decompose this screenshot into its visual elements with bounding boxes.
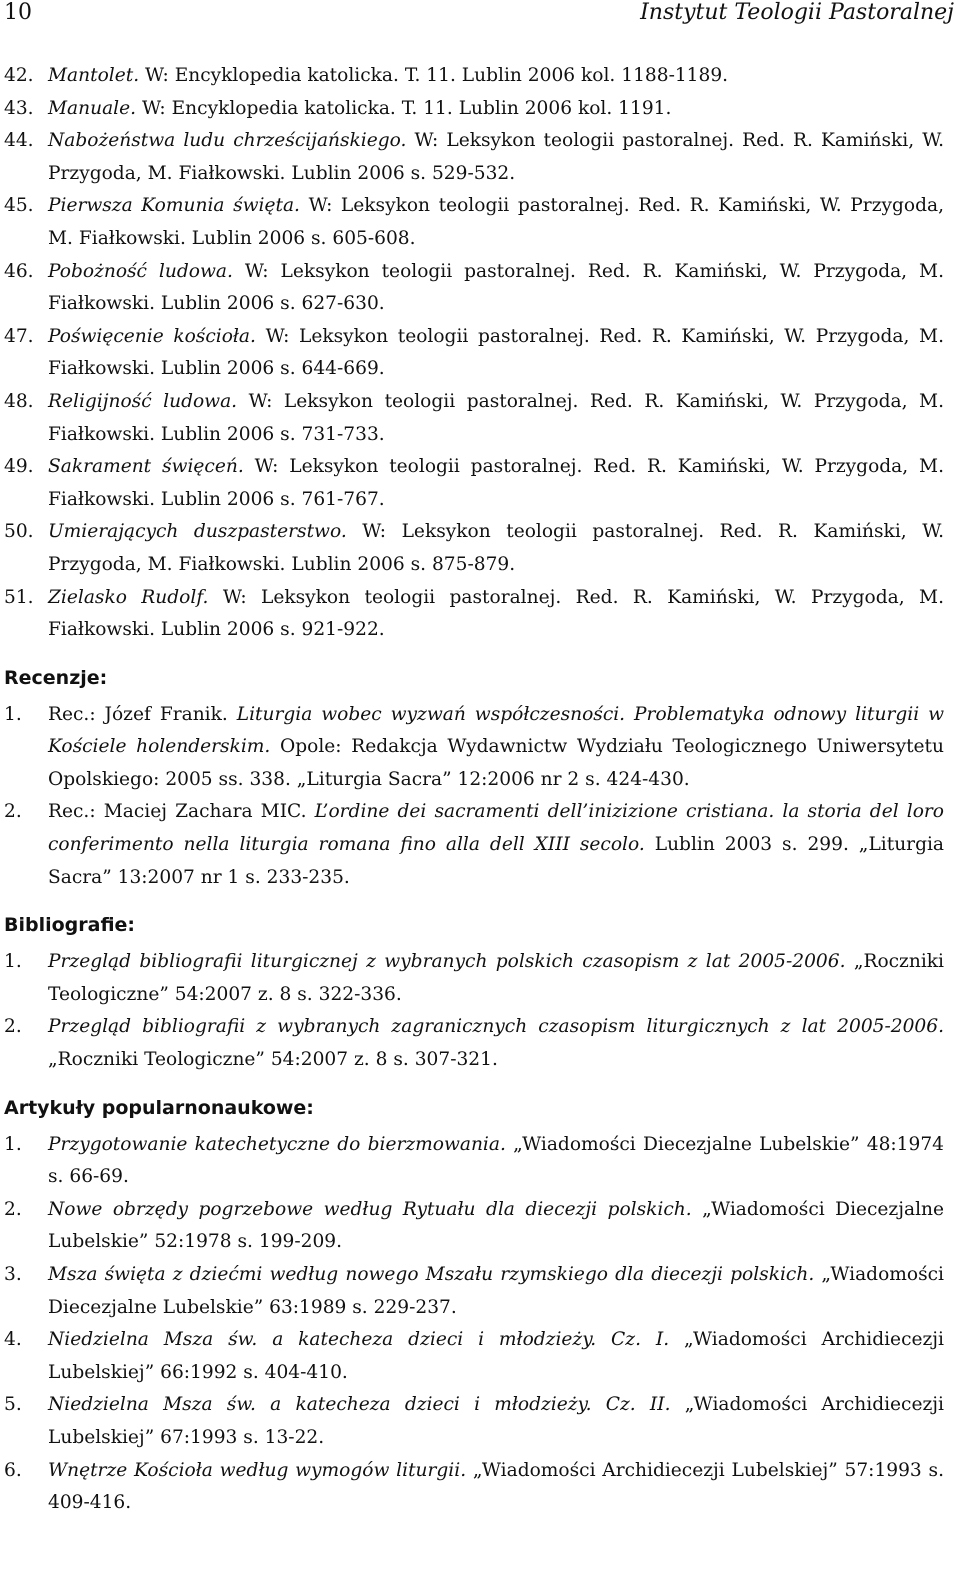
- item-title: Manuale.: [48, 97, 137, 119]
- item-number: 43.: [4, 97, 34, 119]
- item-number: 1.: [4, 703, 22, 725]
- item-citation: „Wiadomości Archidiecezji Lubelskiej” 57:1993 s. 409-416.: [48, 1459, 944, 1514]
- item-citation: W: Encyklopedia katolicka. T. 11. Lublin 2006 kol. 1188-1189.: [139, 65, 729, 86]
- item-text: [48, 256, 944, 321]
- item-number: 4.: [4, 1329, 22, 1351]
- item-citation: W: Leksykon teologii pastoralnej. Red. R. Kamiński, W. Przygoda, M. Fiałkowski. Lublin 2006 s. 761-767.: [48, 456, 944, 510]
- item-text: [48, 1011, 944, 1076]
- popular-articles-list: [4, 1129, 944, 1520]
- item-citation: W: Leksykon teologii pastoralnej. Red. R. Kamiński, W. Przygoda, M. Fiałkowski. Lublin 2006 s. 644-669.: [48, 325, 944, 380]
- item-title: Religijność ludowa.: [48, 390, 238, 412]
- item-number: 50.: [4, 521, 34, 543]
- item-citation: W: Leksykon teologii pastoralnej. Red. R. Kamiński, W. Przygoda, M. Fiałkowski. Lublin 2006 s. 529-532.: [48, 130, 945, 184]
- list-item: [4, 93, 944, 126]
- item-number: 1.: [4, 951, 22, 973]
- item-number: 45.: [4, 195, 34, 217]
- item-citation: „Roczniki Teologiczne” 54:2007 z. 8 s. 307-321.: [48, 1049, 498, 1071]
- list-item: [4, 1194, 944, 1259]
- item-title: Nabożeństwa ludu chrześcijańskiego.: [48, 130, 407, 152]
- item-text: [48, 1324, 944, 1389]
- list-item: [4, 1324, 944, 1389]
- item-number: 5.: [4, 1394, 22, 1416]
- item-text: [48, 190, 944, 255]
- item-number: 51.: [4, 586, 34, 608]
- item-reviewer: Rec.: Maciej Zachara MIC.: [48, 801, 315, 823]
- list-item: [4, 516, 944, 581]
- item-title: Sakrament święceń.: [48, 456, 244, 478]
- item-citation: W: Leksykon teologii pastoralnej. Red. R. Kamiński, W. Przygoda, M. Fiałkowski. Lublin 2006 s. 627-630.: [48, 260, 944, 315]
- item-text: [48, 125, 944, 190]
- list-item: [4, 1389, 944, 1454]
- item-text: [48, 1455, 944, 1520]
- item-number: 46.: [4, 260, 34, 282]
- item-citation: „Wiadomości Archidiecezji Lubelskiej” 67:1993 s. 13-22.: [48, 1394, 944, 1448]
- item-text: [48, 699, 944, 797]
- item-text: [48, 451, 944, 516]
- item-number: 2.: [4, 1016, 22, 1038]
- item-citation: „Roczniki Teologiczne” 54:2007 z. 8 s. 322-336.: [48, 951, 944, 1005]
- item-title: Przegląd bibliografii liturgicznej z wybranych polskich czasopism z lat 2005-2006.: [48, 951, 846, 973]
- item-text: [48, 582, 944, 647]
- item-number: 48.: [4, 390, 34, 412]
- item-text: [48, 1259, 944, 1324]
- item-citation: „Wiadomości Diecezjalne Lubelskie” 48:1974 s. 66-69.: [48, 1133, 944, 1188]
- item-title: Przegląd bibliografii z wybranych zagranicznych czasopism liturgicznych z lat 2005-2006.: [48, 1016, 944, 1038]
- item-text: [48, 386, 944, 451]
- item-citation: „Wiadomości Diecezjalne Lubelskie” 52:1978 s. 199-209.: [48, 1198, 945, 1253]
- item-citation: Opole: Redakcja Wydawnictw Wydziału Teologicznego Uniwersytetu Opolskiego: 2005 ss. 338. „Liturgia Sacra” 12:2006 nr 2 s. 424-430.: [48, 736, 944, 790]
- item-number: 3.: [4, 1264, 22, 1285]
- list-item: [4, 386, 944, 451]
- item-title: Zielasko Rudolf.: [48, 586, 209, 608]
- item-title: Mantolet.: [48, 65, 140, 86]
- list-item: [4, 582, 944, 647]
- item-title: Liturgia wobec wyzwań współczesności. Problematyka odnowy liturgii w Kościele holenderskim.: [48, 703, 945, 758]
- list-item: [4, 321, 944, 386]
- item-citation: Lublin 2003 s. 299. „Liturgia Sacra” 13:2007 nr 1 s. 233-235.: [48, 834, 945, 888]
- item-citation: W: Leksykon teologii pastoralnej. Red. R. Kamiński, W. Przygoda, M. Fiałkowski. Lublin 2006 s. 875-879.: [48, 521, 944, 575]
- item-number: 2.: [4, 1198, 22, 1220]
- item-citation: W: Leksykon teologii pastoralnej. Red. R. Kamiński, W. Przygoda, M. Fiałkowski. Lublin 2006 s. 605-608.: [48, 195, 944, 249]
- item-text: [48, 1129, 944, 1194]
- item-number: 49.: [4, 456, 34, 478]
- item-text: [48, 93, 944, 126]
- item-number: 2.: [4, 801, 22, 823]
- section-heading-reviews: Recenzje:: [4, 666, 108, 689]
- item-number: 6.: [4, 1459, 22, 1481]
- list-item: [4, 1455, 944, 1520]
- item-title: Przygotowanie katechetyczne do bierzmowania.: [48, 1133, 506, 1155]
- item-text: [48, 1389, 944, 1454]
- list-item: [4, 796, 944, 894]
- item-number: 47.: [4, 325, 34, 347]
- item-text: [48, 946, 944, 1011]
- item-citation: W: Encyklopedia katolicka. T. 11. Lublin 2006 kol. 1191.: [136, 97, 672, 119]
- encyclopedia-list: [4, 60, 944, 647]
- item-citation: W: Leksykon teologii pastoralnej. Red. R. Kamiński, W. Przygoda, M. Fiałkowski. Lublin 2006 s. 731-733.: [48, 390, 944, 445]
- list-item: [4, 1259, 944, 1324]
- item-citation: „Wiadomości Archidiecezji Lubelskiej” 66:1992 s. 404-410.: [48, 1329, 944, 1383]
- item-reviewer: Rec.: Józef Franik.: [48, 703, 237, 725]
- item-title: L’ordine dei sacramenti dell’inizizione cristiana. la storia del loro conferimento nella liturgia romana fino alla dell XIII secolo.: [48, 801, 944, 856]
- section-heading-bibliographies: Bibliografie:: [4, 914, 136, 937]
- journal-title: Instytut Teologii Pastoralnej: [640, 0, 954, 25]
- item-citation: „Wiadomości Diecezjalne Lubelskie” 63:1989 s. 229-237.: [48, 1264, 944, 1318]
- item-number: 1.: [4, 1133, 22, 1155]
- item-text: [48, 321, 944, 386]
- item-title: Poświęcenie kościoła.: [48, 325, 256, 347]
- item-text: [48, 60, 944, 93]
- section-heading-popular-articles: Artykuły popularnonaukowe:: [4, 1096, 314, 1119]
- list-item: [4, 946, 944, 1011]
- bibliographies-list: [4, 946, 944, 1076]
- item-text: [48, 516, 944, 581]
- item-number: 44.: [4, 130, 34, 152]
- item-title: Pierwsza Komunia święta.: [48, 195, 300, 217]
- item-text: [48, 1194, 944, 1259]
- running-header: [4, 0, 954, 34]
- list-item: [4, 190, 944, 255]
- list-item: [4, 699, 944, 797]
- list-item: [4, 1129, 944, 1194]
- item-title: Wnętrze Kościoła według wymogów liturgii.: [48, 1459, 467, 1481]
- reviews-list: [4, 699, 944, 895]
- list-item: [4, 451, 944, 516]
- list-item: [4, 1011, 944, 1076]
- item-title: Niedzielna Msza św. a katecheza dzieci i młodzieży. Cz. II.: [48, 1394, 671, 1416]
- item-title: Msza święta z dziećmi według nowego Mszału rzymskiego dla diecezji polskich.: [48, 1264, 815, 1285]
- page-number: 10: [4, 0, 32, 25]
- item-number: 42.: [4, 65, 34, 86]
- item-text: [48, 796, 944, 894]
- item-title: Nowe obrzędy pogrzebowe według Rytuału dla diecezji polskich.: [48, 1198, 692, 1220]
- list-item: [4, 60, 944, 93]
- item-title: Pobożność ludowa.: [48, 260, 233, 282]
- item-citation: W: Leksykon teologii pastoralnej. Red. R. Kamiński, W. Przygoda, M. Fiałkowski. Lublin 2006 s. 921-922.: [48, 586, 944, 641]
- document-body: [4, 60, 944, 1520]
- list-item: [4, 125, 944, 190]
- list-item: [4, 256, 944, 321]
- item-title: Umierających duszpasterstwo.: [48, 521, 347, 543]
- item-title: Niedzielna Msza św. a katecheza dzieci i młodzieży. Cz. I.: [48, 1329, 670, 1351]
